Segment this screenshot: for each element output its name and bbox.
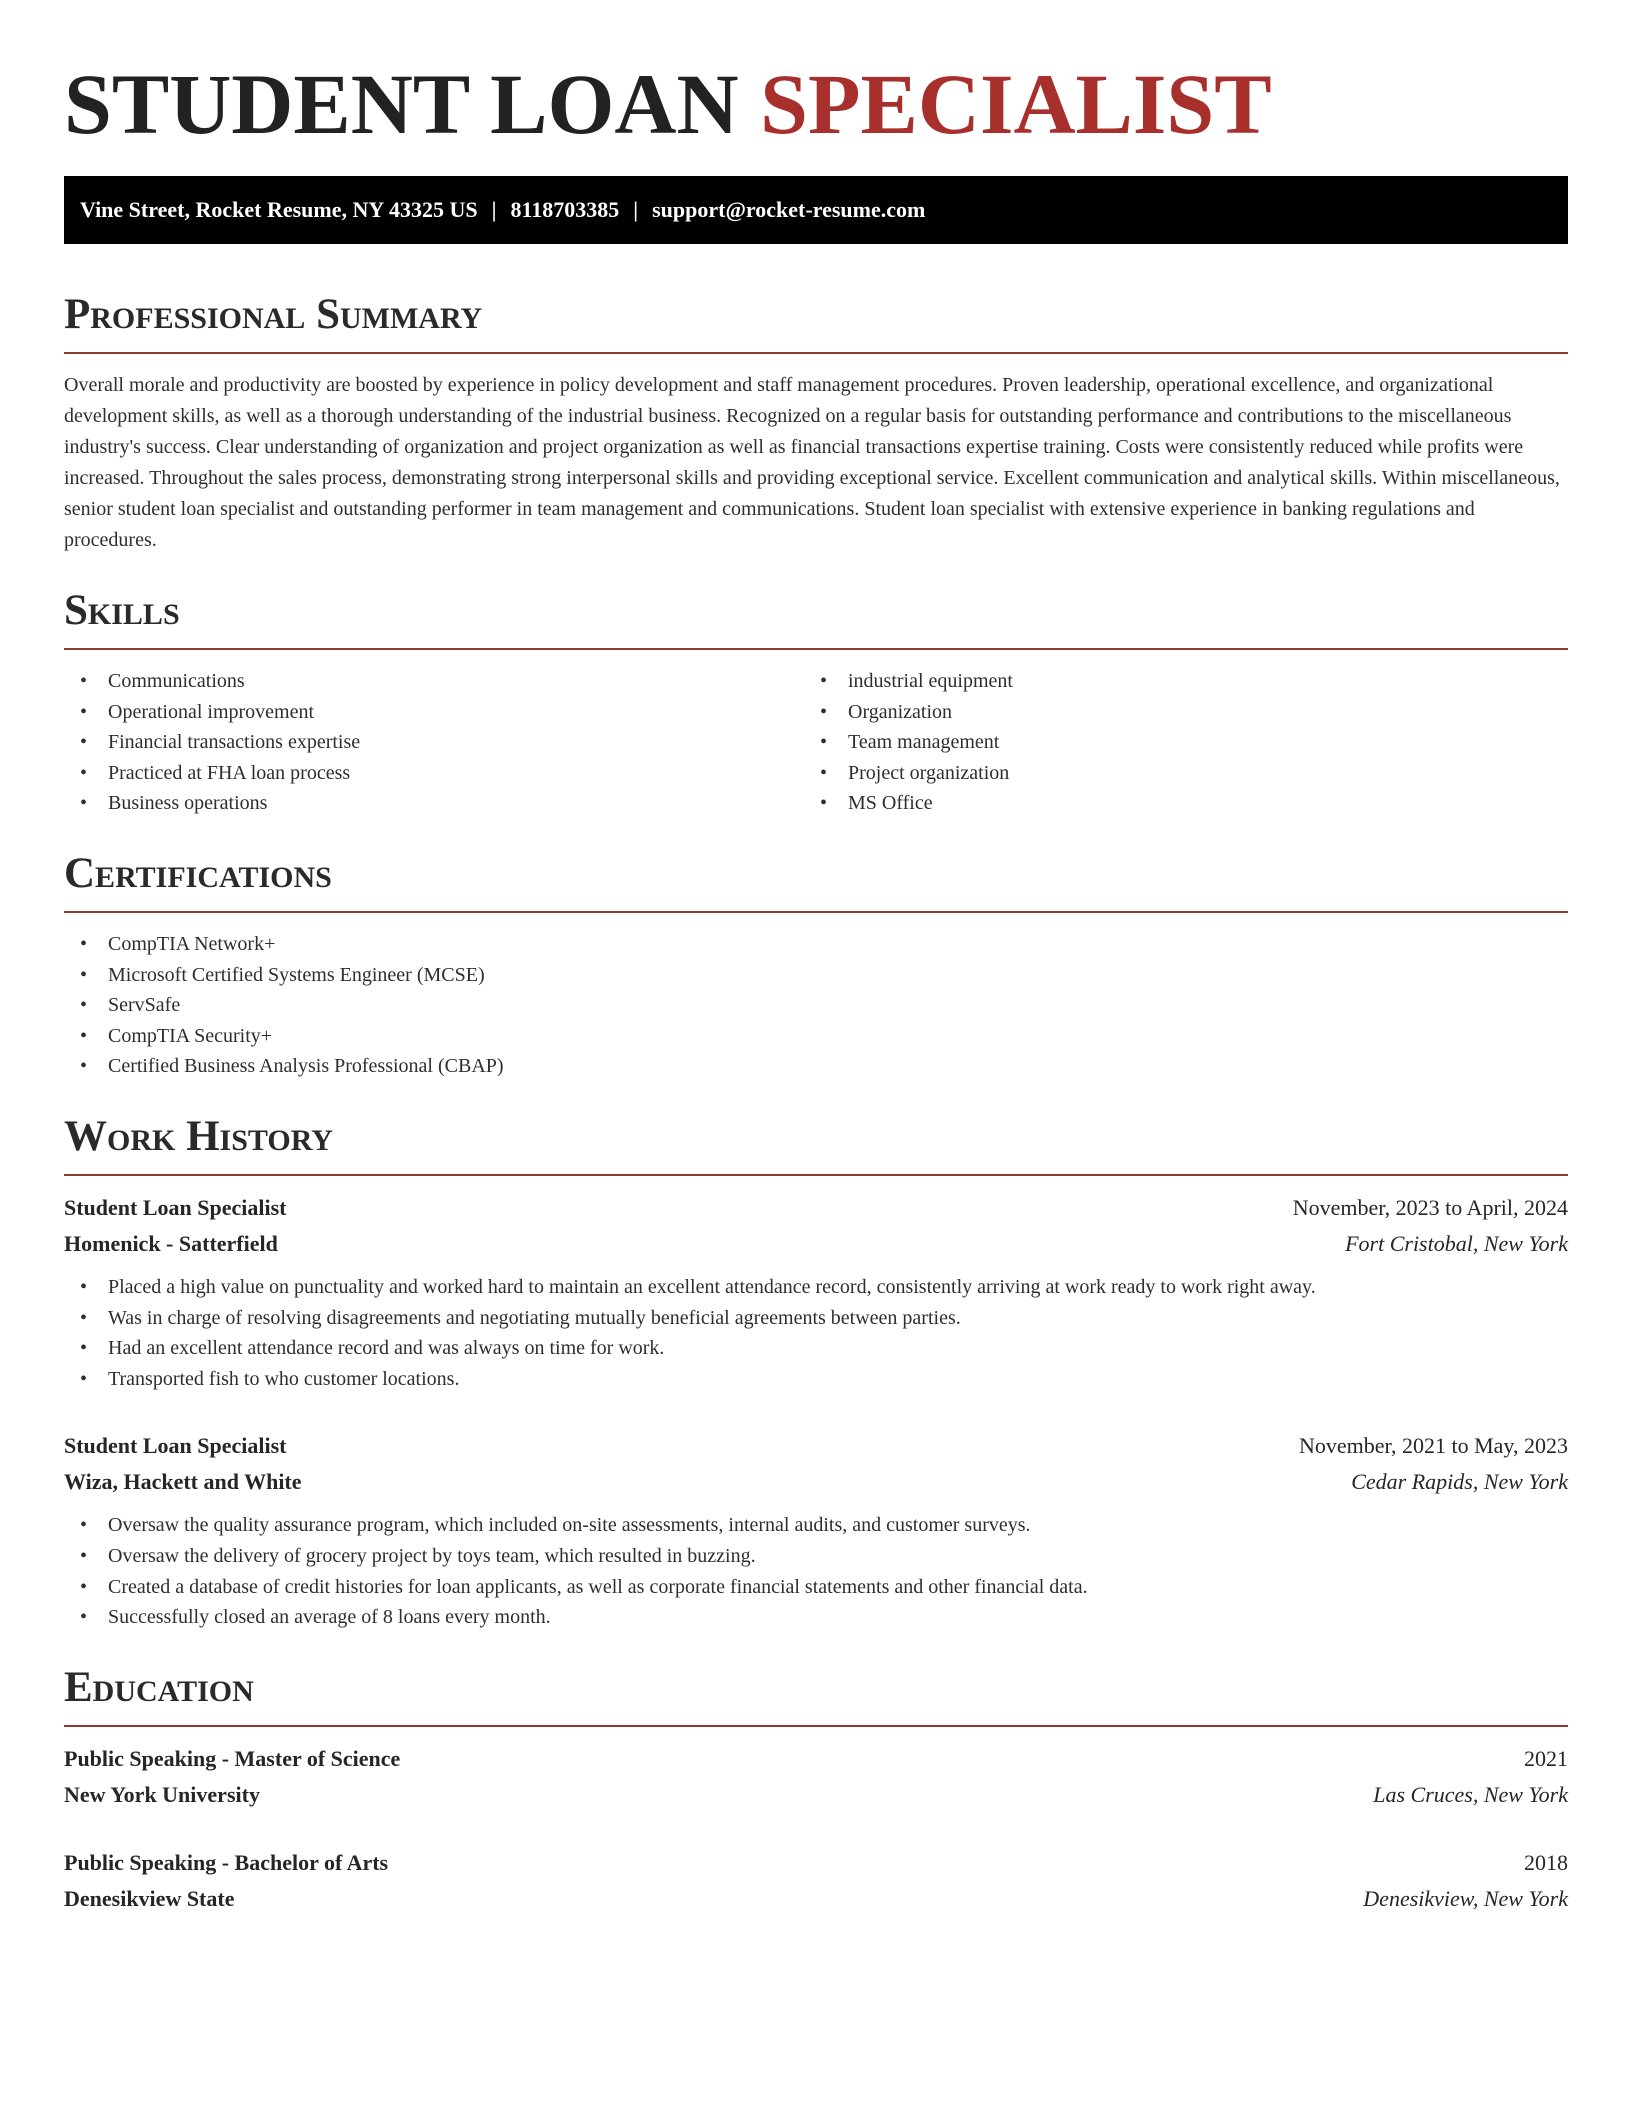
education-header-row (64, 1845, 1568, 1881)
contact-separator: | (491, 197, 497, 222)
section-title-certifications: Certifications (64, 849, 332, 897)
education-entry (64, 1741, 1568, 1813)
skills-list-right (804, 666, 1544, 819)
education-entry (64, 1845, 1568, 1917)
skills-grid (64, 666, 1568, 819)
contact-phone: 8118703385 (510, 197, 620, 222)
certification-item: • Microsoft Certified Systems Engineer (MCSE) (64, 960, 1568, 991)
section-divider (64, 648, 1568, 650)
job-bullet: • Oversaw the delivery of grocery project by toys team, which resulted in buzzing. (64, 1541, 1568, 1572)
job-company: Wiza, Hackett and White (64, 1469, 302, 1495)
summary-text: Overall morale and productivity are boosted by experience in policy development and staff management procedures. Proven leadership, operational excellence, and organizational development skills, as well as a thorough understanding of the industrial business. Recognized on a regular basis for outstanding performance and contributions to the miscellaneous industry's success. Clear understanding of organization and project organization as well as financial transactions expertise training. Costs were consistently reduced while profits were increased. Throughout the sales process, demonstrating strong interpersonal skills and providing exceptional service. Excellent communication and analytical skills. Within miscellaneous, senior student loan specialist and outstanding performer in team management and communications. Student loan specialist with extensive experience in banking regulations and procedures. (64, 374, 1560, 551)
education-degree: Public Speaking - Master of Science (64, 1745, 401, 1771)
contact-separator: | (633, 197, 639, 222)
work-history-section (64, 1110, 1568, 1633)
education-school: New York University (64, 1781, 260, 1807)
job-dates: November, 2021 to May, 2023 (1299, 1433, 1568, 1459)
skill-item: • Financial transactions expertise (64, 727, 804, 758)
skill-item: • MS Office (804, 788, 1544, 819)
section-title-education: Education (64, 1663, 254, 1711)
contact-address: Vine Street, Rocket Resume, NY 43325 US (80, 197, 478, 222)
skill-item: • Communications (64, 666, 804, 697)
skill-item: • Business operations (64, 788, 804, 819)
skill-item: • Organization (804, 697, 1544, 728)
job-title: Student Loan Specialist (64, 1194, 287, 1220)
job-bullet: • Oversaw the quality assurance program, which included on-site assessments, internal audits, and customer surveys. (64, 1510, 1568, 1541)
education-school-row (64, 1777, 1568, 1813)
job-title: Student Loan Specialist (64, 1433, 287, 1459)
section-title-work-history: Work History (64, 1112, 333, 1160)
section-divider (64, 352, 1568, 354)
job-header-row (64, 1190, 1568, 1226)
skill-item: • industrial equipment (804, 666, 1544, 697)
certifications-list (64, 929, 1568, 1082)
section-divider (64, 911, 1568, 913)
title-accent: SPECIALIST (760, 56, 1272, 152)
job-header-row (64, 1428, 1568, 1464)
certification-item: • CompTIA Security+ (64, 1021, 1568, 1052)
education-year: 2021 (1524, 1745, 1568, 1771)
resume-title (64, 0, 1568, 154)
job-company-row (64, 1464, 1568, 1500)
job-bullet: • Had an excellent attendance record and was always on time for work. (64, 1333, 1568, 1364)
job-entry (64, 1428, 1568, 1632)
job-bullet: • Placed a high value on punctuality and worked hard to maintain an excellent attendance record, consistently arriving at work ready to work right away. (64, 1272, 1568, 1303)
job-location: Cedar Rapids, New York (1351, 1469, 1568, 1495)
education-location: Las Cruces, New York (1373, 1781, 1568, 1807)
job-company: Homenick - Satterfield (64, 1230, 278, 1256)
education-location: Denesikview, New York (1363, 1885, 1568, 1911)
contact-bar (64, 176, 1568, 244)
job-bullet: • Created a database of credit histories for loan applicants, as well as corporate financial statements and other financial data. (64, 1572, 1568, 1603)
certification-item: • Certified Business Analysis Professional (CBAP) (64, 1051, 1568, 1082)
skill-item: • Operational improvement (64, 697, 804, 728)
job-bullets (64, 1272, 1568, 1394)
education-school: Denesikview State (64, 1885, 235, 1911)
section-divider (64, 1174, 1568, 1176)
job-bullets (64, 1510, 1568, 1632)
certification-item: • ServSafe (64, 990, 1568, 1021)
education-year: 2018 (1524, 1849, 1568, 1875)
job-entry (64, 1190, 1568, 1394)
job-dates: November, 2023 to April, 2024 (1292, 1194, 1568, 1220)
certifications-section (64, 847, 1568, 1082)
summary-section (64, 288, 1568, 556)
skills-section (64, 584, 1568, 819)
skill-item: • Project organization (804, 758, 1544, 789)
skill-item: • Practiced at FHA loan process (64, 758, 804, 789)
section-title-summary: Professional Summary (64, 291, 483, 338)
contact-email: support@rocket-resume.com (652, 197, 926, 222)
job-bullet: • Transported fish to who customer locations. (64, 1364, 1568, 1395)
education-header-row (64, 1741, 1568, 1777)
resume-page (64, 0, 1568, 1917)
education-school-row (64, 1881, 1568, 1917)
job-bullet: • Was in charge of resolving disagreements and negotiating mutually beneficial agreements between parties. (64, 1303, 1568, 1334)
section-title-skills: Skills (64, 587, 180, 634)
title-main: STUDENT LOAN (64, 56, 761, 152)
certification-item: • CompTIA Network+ (64, 929, 1568, 960)
job-location: Fort Cristobal, New York (1345, 1230, 1568, 1256)
section-divider (64, 1725, 1568, 1727)
job-bullet: • Successfully closed an average of 8 loans every month. (64, 1602, 1568, 1633)
education-degree: Public Speaking - Bachelor of Arts (64, 1849, 389, 1875)
job-company-row (64, 1226, 1568, 1262)
education-section (64, 1661, 1568, 1917)
skill-item: • Team management (804, 727, 1544, 758)
skills-list-left (64, 666, 804, 819)
